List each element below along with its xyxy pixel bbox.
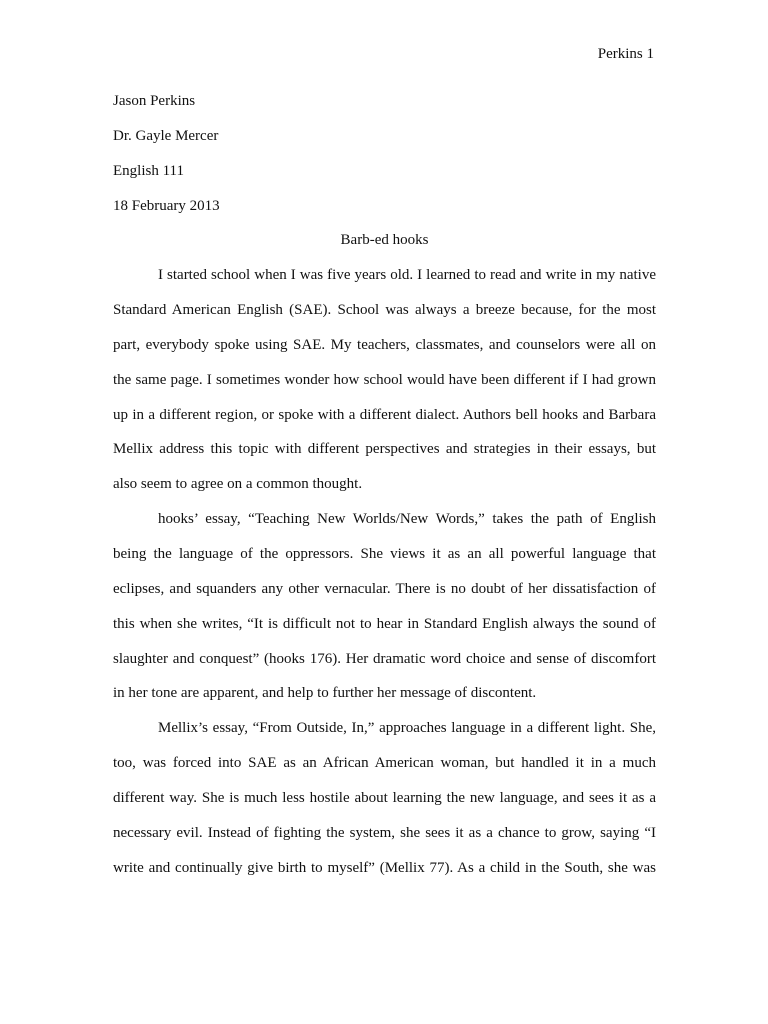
paragraph-line: necessary evil. Instead of fighting the system, she sees it as a chance to grow, saying “I xyxy=(113,824,656,841)
author-name: Jason Perkins xyxy=(113,93,196,109)
paragraph-2 xyxy=(113,509,656,718)
essay-body xyxy=(113,91,656,892)
paragraph-1 xyxy=(113,265,656,509)
paragraph-line: being the language of the oppressors. She views it as an all powerful language that xyxy=(113,545,656,562)
paragraph-line: write and continually give birth to myself” (Mellix 77). As a child in the South, she was xyxy=(113,859,656,876)
paragraph-line: this when she writes, “It is difficult not to hear in Standard English always the sound of xyxy=(113,615,656,632)
paragraph-line: I started school when I was five years old. I learned to read and write in my native xyxy=(158,267,656,284)
paragraph-line: part, everybody spoke using SAE. My teachers, classmates, and counselors were all on xyxy=(113,336,656,353)
paragraph-line: Mellix address this topic with different perspectives and strategies in their essays, but xyxy=(113,441,656,458)
paragraph-line: Mellix’s essay, “From Outside, In,” approaches language in a different light. She, xyxy=(158,720,656,737)
paragraph-line: in her tone are apparent, and help to further her message of discontent. xyxy=(113,685,537,702)
instructor-name: Dr. Gayle Mercer xyxy=(113,127,219,144)
paragraph-line: the same page. I sometimes wonder how school would have been different if I had grown xyxy=(113,371,656,388)
essay-date: 18 February 2013 xyxy=(113,197,220,214)
paragraph-line: Standard American English (SAE). School was always a breeze because, for the most xyxy=(113,302,656,319)
paragraph-line: hooks’ essay, “Teaching New Worlds/New Words,” takes the path of English xyxy=(158,511,656,528)
paragraph-line: slaughter and conquest” (hooks 176). Her dramatic word choice and sense of discomfort xyxy=(113,650,656,667)
essay-title: Barb-ed hooks xyxy=(340,232,429,249)
running-head: Perkins 1 xyxy=(597,46,654,62)
course-name: English 111 xyxy=(113,162,184,179)
paragraph-line: different way. She is much less hostile about learning the new language, and sees it as a xyxy=(113,789,656,806)
paragraph-line: also seem to agree on a common thought. xyxy=(113,476,363,493)
paragraph-3 xyxy=(113,718,656,892)
paragraph-line: too, was forced into SAE as an African American woman, but handled it in a much xyxy=(113,755,656,772)
paragraph-line: up in a different region, or spoke with a different dialect. Authors bell hooks and Barbara xyxy=(113,406,656,423)
paragraph-line: eclipses, and squanders any other vernacular. There is no doubt of her dissatisfaction of xyxy=(113,580,656,597)
